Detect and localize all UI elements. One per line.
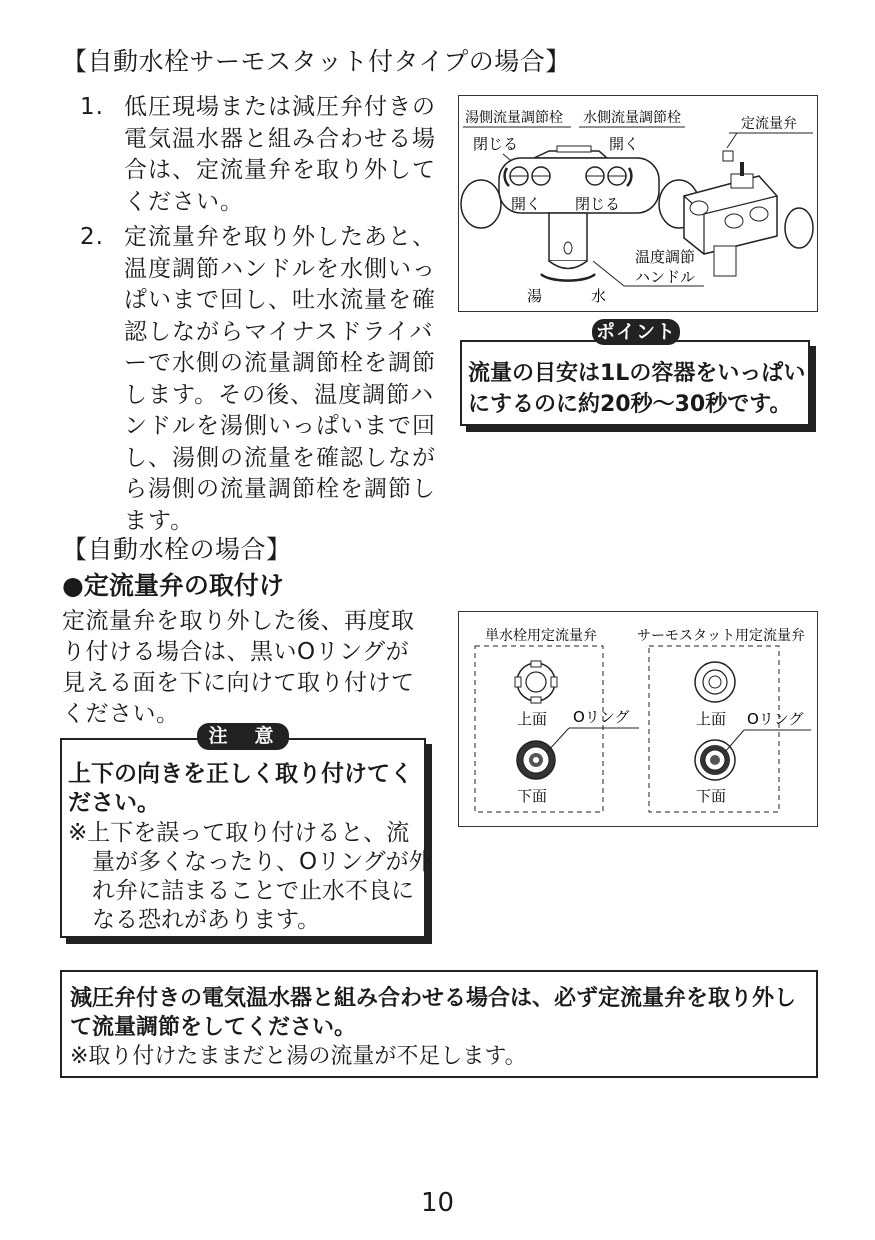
oring-label: Oリング [573, 708, 630, 726]
cold-label: 水 [591, 287, 607, 305]
top-face-label: 上面 [517, 710, 548, 728]
open-label: 開く [609, 135, 640, 153]
thermo-valve-bottom [695, 740, 735, 780]
caution-tag: 注 意 [197, 723, 289, 750]
point-tag: ポイント [592, 319, 680, 345]
temp-handle-label-2: ハンドル [635, 268, 696, 286]
hot-adjuster-label: 湯側流量調節栓 [465, 110, 563, 126]
cold-adjuster-label: 水側流量調節栓 [583, 110, 681, 126]
caution-headline: 上下の向きを正しく取り付けてください。 [68, 761, 413, 816]
point-box [460, 340, 810, 426]
top-face-label-2: 上面 [696, 710, 727, 728]
point-text: 流量の目安は1Lの容器をいっぱいにするのに約20秒〜30秒です。 [468, 361, 806, 417]
single-valve-bottom [517, 741, 555, 779]
list-item [80, 92, 440, 218]
caution-box [60, 738, 432, 938]
temp-handle-label-1: 温度調節 [635, 248, 696, 266]
section2-subtitle: ●定流量弁の取付け [62, 571, 284, 600]
faucet-diagram [459, 96, 817, 311]
step-number: 2. [80, 224, 104, 250]
close-label: 閉じる [473, 135, 519, 153]
section1-title: 【自動水栓サーモスタット付タイプの場合】 [62, 47, 571, 76]
single-valve-top [515, 661, 557, 703]
valve-diagram [459, 612, 817, 826]
notice-note: ※取り付けたままだと湯の流量が不足します。 [70, 1044, 527, 1069]
step-number: 1. [80, 94, 104, 120]
section2-body: 定流量弁を取り外した後、再度取り付ける場合は、黒いOリングが見える面を下に向けて取り付けてください。 [62, 608, 415, 727]
hot-label: 湯 [527, 287, 543, 305]
close-label-2: 閉じる [575, 195, 621, 213]
valve-figure [458, 611, 818, 827]
thermo-valve-label: サーモスタット用定流量弁 [637, 628, 805, 644]
thermo-valve-top [695, 662, 735, 702]
single-valve-label: 単水栓用定流量弁 [485, 628, 597, 644]
bottom-face-label: 下面 [517, 787, 548, 805]
caution-note: ※上下を誤って取り付けると、流量が多くなったり、Oリングが外れ弁に詰まることで止水不良になる恐れがあります。 [68, 820, 432, 933]
list-item [80, 222, 440, 537]
bottom-face-label-2: 下面 [696, 787, 727, 805]
notice-headline: 減圧弁付きの電気温水器と組み合わせる場合は、必ず定流量弁を取り外して流量調節をしてください。 [70, 986, 797, 1040]
open-label-2: 開く [511, 195, 542, 213]
page-number: 10 [420, 1188, 455, 1218]
flow-valve-label: 定流量弁 [741, 116, 797, 132]
faucet-figure [458, 95, 818, 312]
steps-list [80, 92, 440, 537]
notice-box [60, 970, 818, 1078]
step-text: 低圧現場または減圧弁付きの電気温水器と組み合わせる場合は、定流量弁を取り外してください。 [124, 94, 436, 215]
oring-label-2: Oリング [747, 710, 804, 728]
step-text: 定流量弁を取り外したあと、温度調節ハンドルを水側いっぱいまで回し、吐水流量を確認しながらマイナスドライバーで水側の流量調節栓を調節します。その後、温度調節ハンドルを湯側いっぱいまで回し、湯側の流量を確認しながら湯側の流量調節栓を調節します。 [124, 224, 436, 534]
section2-title: 【自動水栓の場合】 [62, 535, 292, 564]
